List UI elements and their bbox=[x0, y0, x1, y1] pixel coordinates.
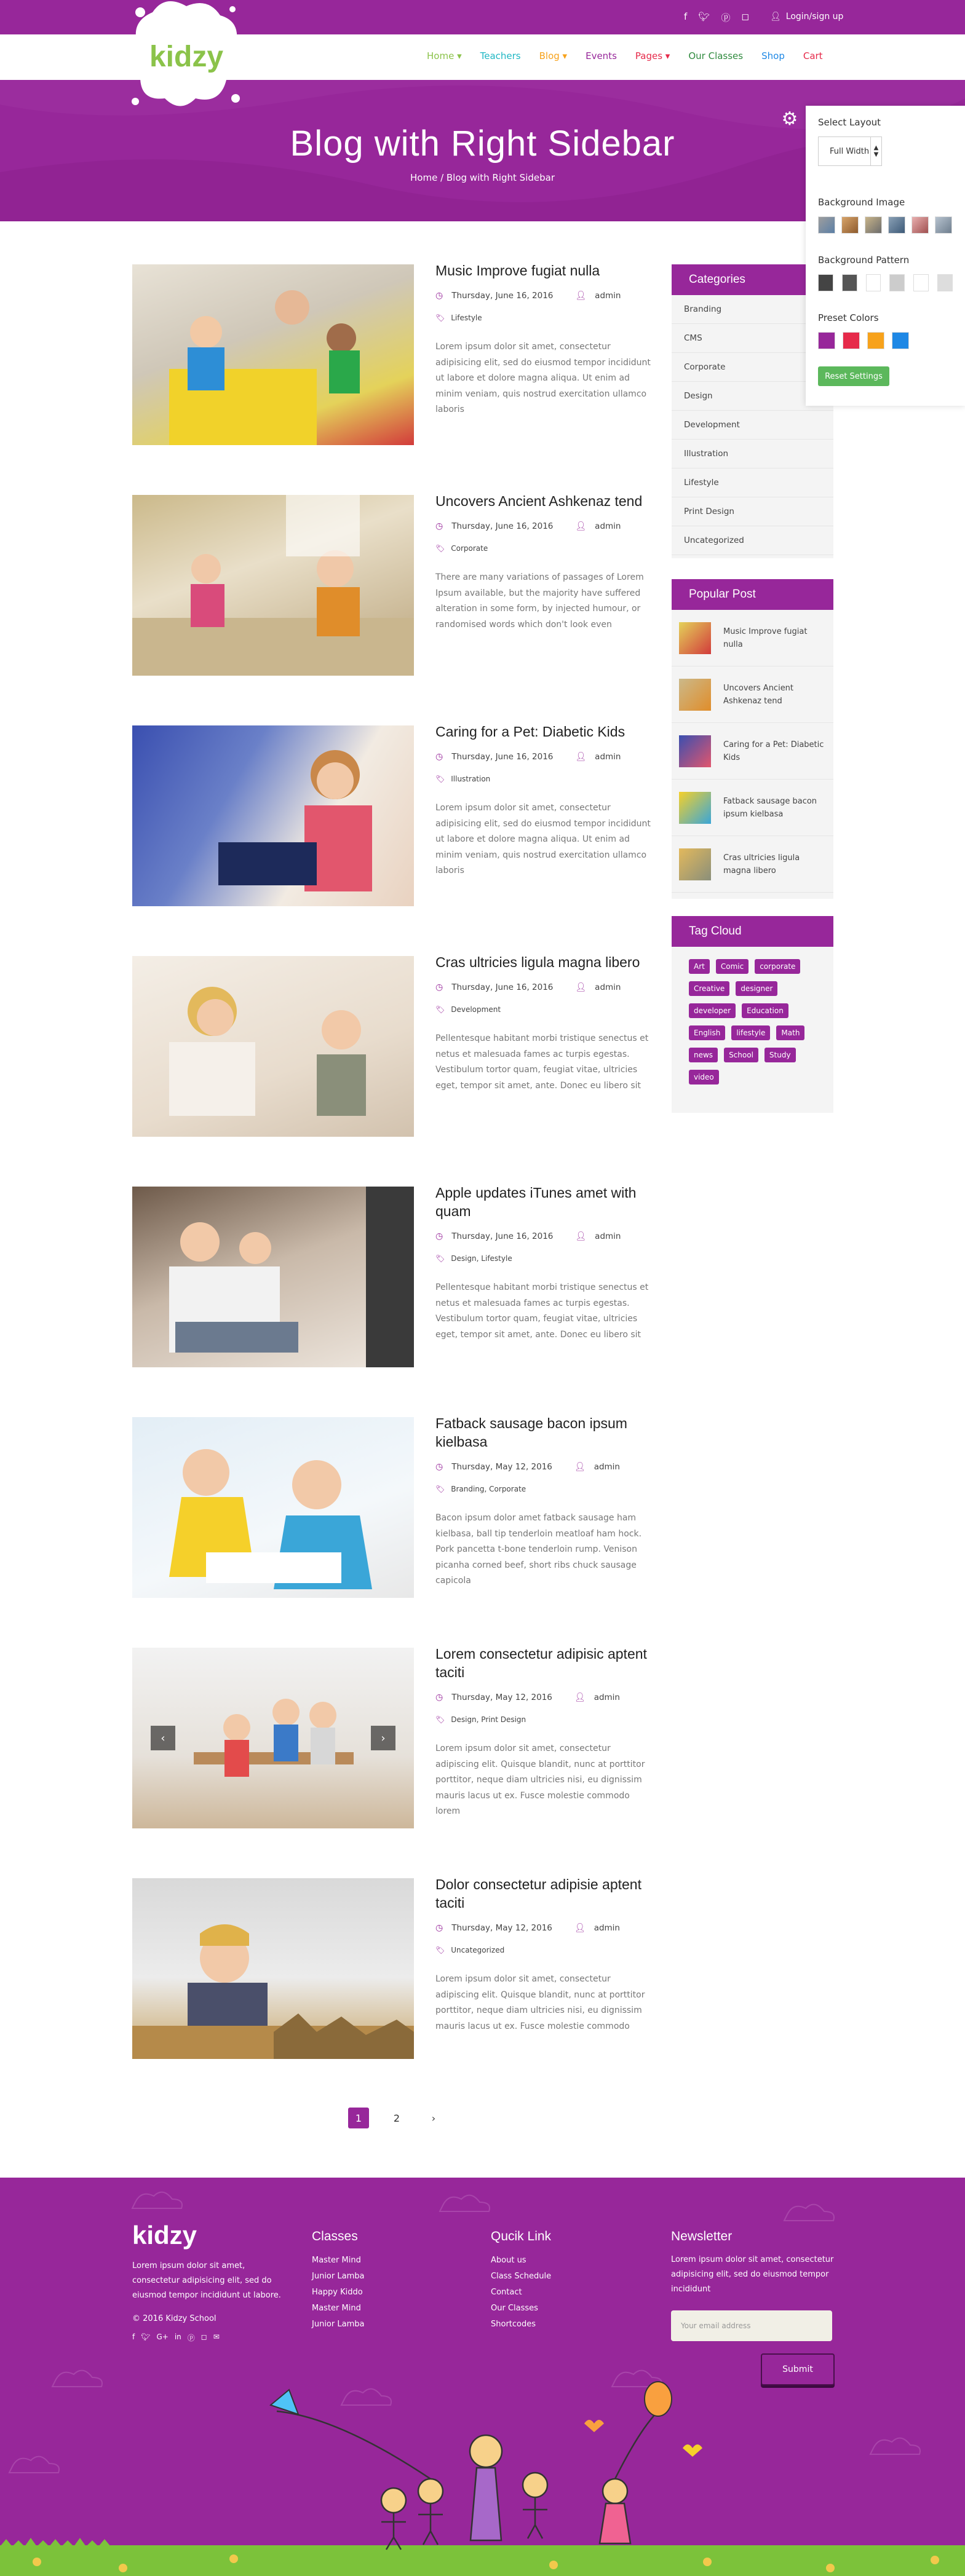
tag-icon: 🏷︎ bbox=[435, 1715, 445, 1724]
popular-post-item[interactable] bbox=[672, 836, 833, 893]
post-author[interactable]: admin bbox=[595, 982, 621, 992]
footer-newsletter-text: Lorem ipsum dolor sit amet, consectetur adipisicing elit, sed do eiusmod tempor incididunt bbox=[671, 2255, 834, 2294]
footer-class-link[interactable]: Master Mind bbox=[312, 2304, 361, 2313]
footer-logo[interactable]: kidzy bbox=[132, 2221, 197, 2250]
tag-icon: 🏷︎ bbox=[435, 775, 445, 783]
post-image[interactable] bbox=[132, 725, 414, 906]
popular-post-title[interactable]: Music Improve fugiat nulla bbox=[723, 626, 808, 649]
pinterest-icon[interactable]: ⓟ bbox=[187, 2334, 195, 2342]
post-meta bbox=[435, 752, 621, 762]
nav-item-shop[interactable]: Shop bbox=[761, 50, 785, 61]
post-title[interactable]: Apple updates iTunes amet with quam bbox=[435, 1185, 637, 1219]
bg-pattern-swatch[interactable] bbox=[842, 274, 857, 291]
popular-post-item[interactable] bbox=[672, 610, 833, 666]
post-title[interactable]: Music Improve fugiat nulla bbox=[435, 263, 600, 279]
post-meta bbox=[435, 1231, 621, 1241]
tag-link[interactable]: Art bbox=[689, 959, 710, 974]
style-switcher-panel bbox=[806, 106, 965, 406]
bg-image-swatch[interactable] bbox=[888, 216, 905, 234]
post-excerpt: Pellentesque habitant morbi tristique senectus et netus et malesuada fames ac turpis egestas. Vestibulum tortor quam, feugiat vitae, ultricies eget, tempor sit amet, ante. Donec eu libero sit bbox=[435, 1282, 649, 1340]
post-date: Thursday, June 16, 2016 bbox=[451, 521, 554, 531]
post-category-label[interactable]: Uncategorized bbox=[451, 1946, 505, 1954]
footer-class-link[interactable]: Happy Kiddo bbox=[312, 2288, 363, 2297]
popular-post-thumbnail bbox=[679, 622, 711, 654]
user-icon: 👤︎ bbox=[574, 1462, 586, 1472]
tag-link[interactable]: Creative bbox=[689, 981, 729, 996]
tag-link[interactable]: Study bbox=[764, 1048, 796, 1062]
post-excerpt: There are many variations of passages of Lorem Ipsum available, but the majority have suffered alteration in some form, by injected humour, or randomised words which don't look even bbox=[435, 572, 644, 630]
bg-image-swatch[interactable] bbox=[911, 216, 929, 234]
tag-link[interactable]: School bbox=[724, 1048, 758, 1062]
page-2-button[interactable]: 2 bbox=[393, 2112, 400, 2124]
footer-about-text: Lorem ipsum dolor sit amet, consectetur adipisicing elit, sed do eiusmod tempor incididunt ut labore. bbox=[132, 2261, 281, 2300]
post-category bbox=[435, 1485, 526, 1493]
footer-class-link[interactable]: Junior Lamba bbox=[312, 2272, 365, 2281]
popular-post-list bbox=[672, 610, 833, 899]
post-author[interactable]: admin bbox=[594, 1693, 620, 1702]
post-title[interactable]: Uncovers Ancient Ashkenaz tend bbox=[435, 493, 643, 509]
clock-icon: ◷ bbox=[435, 1462, 443, 1472]
preset-color-swatch[interactable] bbox=[892, 332, 909, 349]
post-author[interactable]: admin bbox=[595, 521, 621, 531]
tag-link[interactable]: designer bbox=[736, 981, 777, 996]
chevron-right-icon: › bbox=[431, 2112, 436, 2124]
twitter-icon[interactable]: 🐦︎ bbox=[698, 11, 710, 22]
clock-icon: ◷ bbox=[435, 982, 443, 992]
footer-about bbox=[132, 2221, 292, 2343]
post-category-label[interactable]: Design, Print Design bbox=[451, 1715, 526, 1724]
bg-pattern-swatches bbox=[818, 274, 953, 291]
post-category bbox=[435, 1254, 512, 1263]
tag-cloud-widget-title: Tag Cloud bbox=[672, 916, 833, 947]
post-excerpt: Lorem ipsum dolor sit amet, consectetur adipisicing elit, sed do eiusmod tempor incididunt ut labore et dolore magna aliqua. Ut enim ad minim veniam, quis nostrud exercitation ullamco laboris bbox=[435, 803, 651, 875]
tag-link[interactable]: corporate bbox=[755, 959, 800, 974]
instagram-icon[interactable]: ◻ bbox=[201, 2333, 207, 2341]
clock-icon: ◷ bbox=[435, 1231, 443, 1241]
social-links bbox=[684, 11, 749, 24]
post-category-label[interactable]: Corporate bbox=[451, 544, 488, 553]
tag-icon: 🏷︎ bbox=[435, 1254, 445, 1263]
reset-settings-button[interactable]: Reset Settings bbox=[818, 366, 889, 386]
post-image[interactable] bbox=[132, 1187, 414, 1367]
user-icon: 👤︎ bbox=[574, 1693, 586, 1702]
footer-links-title: Qucik Link bbox=[491, 2229, 552, 2243]
user-icon: 👤︎ bbox=[575, 752, 587, 762]
post-author[interactable]: admin bbox=[595, 291, 621, 301]
tag-icon: 🏷︎ bbox=[435, 1005, 445, 1014]
nav-item-cart[interactable]: Cart bbox=[803, 50, 823, 61]
popular-post-thumbnail bbox=[679, 792, 711, 824]
category-link[interactable]: Design bbox=[672, 382, 833, 411]
tag-link[interactable]: news bbox=[689, 1048, 718, 1062]
post-date: Thursday, May 12, 2016 bbox=[451, 1693, 552, 1702]
newsletter-email-input[interactable]: Your email address bbox=[671, 2310, 832, 2341]
tag-link[interactable]: Comic bbox=[716, 959, 749, 974]
popular-post-title[interactable]: Fatback sausage bacon ipsum kielbasa bbox=[723, 796, 817, 819]
popular-post-item[interactable] bbox=[672, 666, 833, 723]
nav-item-blog[interactable]: Blog ▾ bbox=[539, 50, 568, 61]
post-excerpt: Lorem ipsum dolor sit amet, consectetur adipisicing elit, sed do eiusmod tempor incididunt ut labore et dolore magna aliqua. Ut enim ad minim veniam, quis nostrud exercitation ullamco laboris bbox=[435, 342, 651, 414]
bg-pattern-swatch[interactable] bbox=[913, 274, 929, 291]
post-meta bbox=[435, 1462, 620, 1472]
bg-pattern-swatch[interactable] bbox=[818, 274, 833, 291]
post-image[interactable] bbox=[132, 1878, 414, 2059]
post-author[interactable]: admin bbox=[595, 1231, 621, 1241]
popular-post-thumbnail bbox=[679, 735, 711, 767]
settings-gear-icon[interactable]: ⚙ bbox=[781, 108, 798, 130]
post-image[interactable] bbox=[132, 495, 414, 676]
bg-image-swatch[interactable] bbox=[935, 216, 952, 234]
chevron-right-icon: › bbox=[381, 1731, 386, 1745]
popular-post-thumbnail bbox=[679, 679, 711, 711]
post-excerpt: Lorem ipsum dolor sit amet, consectetur adipiscing elit. Quisque blandit, nunc at porttitor porttitor, neque diam ultricies nisi, eu dignissim mauris lacus ut ex. Fusce molestie commodo lorem bbox=[435, 1744, 645, 1816]
tag-link[interactable]: lifestyle bbox=[731, 1025, 770, 1040]
tag-link[interactable]: Math bbox=[776, 1025, 804, 1040]
tag-cloud bbox=[672, 947, 833, 1113]
post-meta bbox=[435, 1693, 620, 1702]
user-icon: 👤︎ bbox=[575, 982, 587, 992]
tag-icon: 🏷︎ bbox=[435, 1946, 445, 1954]
site-footer bbox=[0, 2178, 965, 2576]
post-title[interactable]: Cras ultricies ligula magna libero bbox=[435, 954, 640, 970]
nav-item-pages[interactable]: Pages ▾ bbox=[635, 50, 670, 61]
bg-pattern-swatch[interactable] bbox=[889, 274, 905, 291]
clock-icon: ◷ bbox=[435, 752, 443, 762]
footer-copyright: © 2016 Kidzy School bbox=[132, 2314, 216, 2323]
nav-item-home[interactable]: Home ▾ bbox=[427, 50, 462, 61]
category-link[interactable]: Development bbox=[672, 411, 833, 440]
post-date: Thursday, June 16, 2016 bbox=[451, 982, 554, 992]
bg-image-swatch[interactable] bbox=[865, 216, 882, 234]
post-title[interactable]: Caring for a Pet: Diabetic Kids bbox=[435, 724, 625, 740]
footer-quick-link[interactable]: Our Classes bbox=[491, 2304, 538, 2313]
post-image[interactable] bbox=[132, 264, 414, 445]
slider-next-button[interactable] bbox=[371, 1726, 395, 1750]
footer-newsletter bbox=[671, 2229, 837, 2385]
post-excerpt: Lorem ipsum dolor sit amet, consectetur adipiscing elit. Quisque blandit, nunc at porttitor porttitor, neque diam ultricies nisi, eu dignissim mauris lacus ut ex. Fusce molestie commodo bbox=[435, 1974, 645, 2031]
tag-icon: 🏷︎ bbox=[435, 1485, 445, 1493]
post-category bbox=[435, 544, 488, 553]
post-image[interactable] bbox=[132, 956, 414, 1137]
post-date: Thursday, June 16, 2016 bbox=[451, 1231, 554, 1241]
footer-quick-links bbox=[491, 2229, 614, 2333]
categories-widget-title: Categories bbox=[672, 264, 833, 295]
tag-link[interactable]: developer bbox=[689, 1003, 736, 1018]
footer-classes-title: Classes bbox=[312, 2229, 358, 2243]
post-meta bbox=[435, 291, 621, 301]
linkedin-icon[interactable]: in bbox=[174, 2333, 181, 2341]
preset-color-swatches bbox=[818, 332, 953, 349]
popular-post-item[interactable] bbox=[672, 723, 833, 780]
category-link[interactable]: Corporate bbox=[672, 353, 833, 382]
tag-link[interactable]: Education bbox=[742, 1003, 788, 1018]
popular-post-title[interactable]: Caring for a Pet: Diabetic Kids bbox=[723, 740, 824, 762]
post-excerpt: Bacon ipsum dolor amet fatback sausage ham kielbasa, ball tip tenderloin meatloaf ham hock. Pork pancetta t-bone tenderloin rump. Venison picanha corned beef, short ribs chuck sausage capicola bbox=[435, 1513, 642, 1586]
menu bbox=[427, 50, 823, 61]
footer-class-link[interactable]: Junior Lamba bbox=[312, 2320, 365, 2329]
post-date: Thursday, June 16, 2016 bbox=[451, 291, 554, 301]
bg-image-swatch[interactable] bbox=[818, 216, 835, 234]
post-category-label[interactable]: Illustration bbox=[451, 775, 491, 783]
tag-icon: 🏷︎ bbox=[435, 314, 445, 322]
post-date: Thursday, May 12, 2016 bbox=[451, 1462, 552, 1472]
footer-quick-link[interactable]: Class Schedule bbox=[491, 2272, 552, 2281]
breadcrumb[interactable]: Home / Blog with Right Sidebar bbox=[410, 172, 555, 183]
facebook-icon[interactable]: f bbox=[132, 2333, 135, 2341]
preset-colors-label: Preset Colors bbox=[818, 312, 879, 323]
twitter-icon[interactable]: 🐦︎ bbox=[141, 2333, 151, 2341]
clock-icon: ◷ bbox=[435, 291, 443, 301]
layout-select-value: Full Width bbox=[830, 146, 870, 156]
popular-post-title[interactable]: Uncovers Ancient Ashkenaz tend bbox=[723, 683, 794, 706]
tag-link[interactable]: video bbox=[689, 1070, 719, 1085]
footer-newsletter-title: Newsletter bbox=[671, 2229, 733, 2243]
user-icon: 👤︎ bbox=[574, 1923, 586, 1933]
page-title: Blog with Right Sidebar bbox=[290, 124, 675, 164]
page-1-button[interactable]: 1 bbox=[348, 2108, 369, 2128]
category-link[interactable]: CMS bbox=[672, 324, 833, 353]
post-title[interactable]: Lorem consectetur adipisic aptent taciti bbox=[435, 1646, 647, 1680]
layout-select[interactable] bbox=[818, 136, 882, 166]
post-date: Thursday, June 16, 2016 bbox=[451, 752, 554, 762]
user-icon: 👤︎ bbox=[770, 12, 781, 22]
newsletter-submit-button[interactable]: Submit bbox=[761, 2353, 835, 2385]
bg-pattern-label: Background Pattern bbox=[818, 255, 910, 266]
chevron-left-icon: ‹ bbox=[161, 1731, 165, 1745]
layout-label: Select Layout bbox=[818, 117, 881, 128]
email-icon[interactable]: ✉ bbox=[213, 2333, 220, 2341]
popular-post-thumbnail bbox=[679, 848, 711, 880]
footer-quick-link[interactable]: Shortcodes bbox=[491, 2320, 536, 2329]
post-title[interactable]: Dolor consectetur adipisie aptent taciti bbox=[435, 1876, 641, 1911]
facebook-icon[interactable]: f bbox=[684, 11, 688, 22]
category-link[interactable]: Print Design bbox=[672, 497, 833, 526]
category-link[interactable]: Illustration bbox=[672, 440, 833, 468]
bg-image-swatch[interactable] bbox=[841, 216, 859, 234]
clock-icon: ◷ bbox=[435, 1693, 443, 1702]
clock-icon: ◷ bbox=[435, 521, 443, 531]
footer-quick-link[interactable]: Contact bbox=[491, 2288, 522, 2297]
post-meta bbox=[435, 1923, 620, 1933]
select-arrow-icon: ▲ ▼ bbox=[870, 137, 881, 165]
footer-quick-link[interactable]: About us bbox=[491, 2256, 526, 2265]
footer-social-links bbox=[132, 2333, 292, 2343]
post-date: Thursday, May 12, 2016 bbox=[451, 1923, 552, 1933]
preset-color-swatch[interactable] bbox=[843, 332, 860, 349]
post-excerpt: Pellentesque habitant morbi tristique senectus et netus et malesuada fames ac turpis egestas. Vestibulum tortor quam, feugiat vitae, ultricies eget, tempor sit amet, ante. Donec eu libero sit bbox=[435, 1033, 649, 1091]
google-plus-icon[interactable]: G+ bbox=[156, 2333, 169, 2341]
popular-post-widget-title: Popular Post bbox=[672, 579, 833, 610]
login-link[interactable] bbox=[770, 12, 843, 22]
post-image[interactable] bbox=[132, 1417, 414, 1598]
bg-pattern-swatch[interactable] bbox=[937, 274, 953, 291]
preset-color-swatch[interactable] bbox=[867, 332, 884, 349]
post-category-label[interactable]: Development bbox=[451, 1005, 501, 1014]
popular-post-title[interactable]: Cras ultricies ligula magna libero bbox=[723, 853, 800, 875]
post-category-label[interactable]: Design, Lifestyle bbox=[451, 1254, 512, 1263]
user-icon: 👤︎ bbox=[575, 521, 587, 531]
popular-post-item[interactable] bbox=[672, 780, 833, 836]
post-category bbox=[435, 1005, 501, 1014]
nav-item-our-classes[interactable]: Our Classes bbox=[688, 50, 744, 61]
login-label: Login/sign up bbox=[785, 12, 844, 22]
post-category bbox=[435, 775, 490, 783]
nav-item-events[interactable]: Events bbox=[586, 50, 617, 61]
tag-icon: 🏷︎ bbox=[435, 544, 445, 553]
user-icon: 👤︎ bbox=[575, 1231, 587, 1241]
site-logo[interactable] bbox=[128, 0, 245, 117]
category-link[interactable]: Uncategorized bbox=[672, 526, 833, 555]
post-meta bbox=[435, 521, 621, 531]
footer-classes bbox=[312, 2229, 435, 2333]
logo-text: kidzy bbox=[149, 41, 224, 73]
post-title[interactable]: Fatback sausage bacon ipsum kielbasa bbox=[435, 1415, 627, 1450]
post-category-label[interactable]: Branding, Corporate bbox=[451, 1485, 526, 1493]
bg-image-label: Background Image bbox=[818, 197, 905, 208]
slider-prev-button[interactable] bbox=[151, 1726, 175, 1750]
post-author[interactable]: admin bbox=[594, 1923, 620, 1933]
post-category bbox=[435, 1715, 526, 1724]
post-category bbox=[435, 314, 482, 322]
instagram-icon[interactable]: ◻ bbox=[741, 11, 749, 22]
category-link[interactable]: Branding bbox=[672, 295, 833, 324]
post-category-label[interactable]: Lifestyle bbox=[451, 314, 482, 322]
bg-pattern-swatch[interactable] bbox=[866, 274, 881, 291]
tag-link[interactable]: English bbox=[689, 1025, 725, 1040]
post-author[interactable]: admin bbox=[595, 752, 621, 762]
post-category bbox=[435, 1946, 504, 1954]
nav-item-teachers[interactable]: Teachers bbox=[480, 50, 521, 61]
user-icon: 👤︎ bbox=[575, 291, 587, 301]
footer-class-link[interactable]: Master Mind bbox=[312, 2256, 361, 2265]
bg-image-swatches bbox=[818, 216, 953, 234]
clock-icon: ◷ bbox=[435, 1923, 443, 1933]
post-meta bbox=[435, 982, 621, 992]
category-link[interactable]: Lifestyle bbox=[672, 468, 833, 497]
post-image-slider[interactable] bbox=[132, 1648, 414, 1828]
next-page-button[interactable] bbox=[423, 2108, 444, 2128]
post-author[interactable]: admin bbox=[594, 1462, 620, 1472]
pinterest-icon[interactable]: ⓟ bbox=[721, 12, 731, 23]
preset-color-swatch[interactable] bbox=[818, 332, 835, 349]
